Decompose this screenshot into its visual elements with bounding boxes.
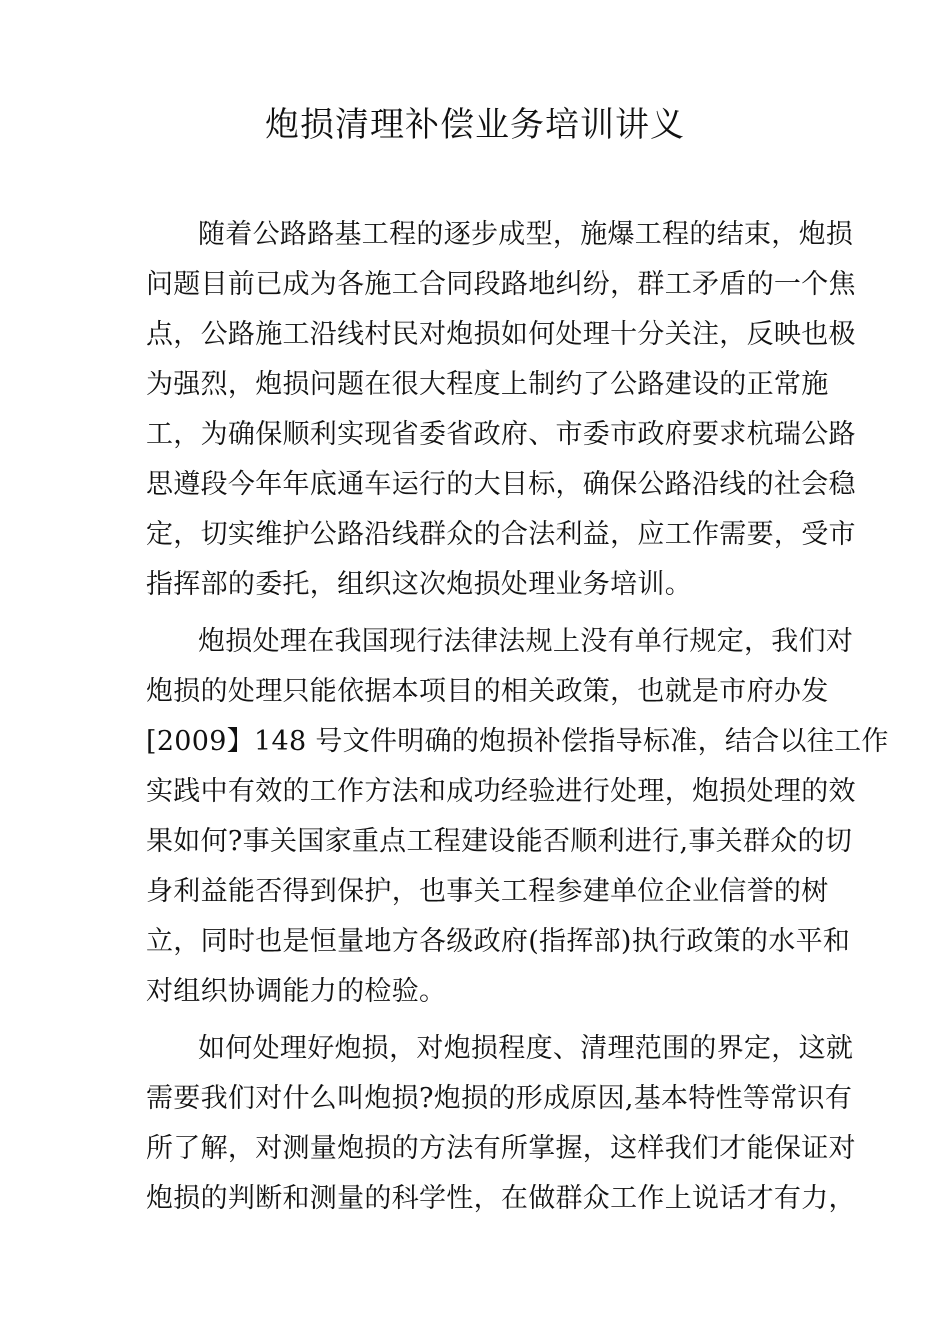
- paragraph-line: 炮损处理在我国现行法律法规上没有单行规定，我们对: [198, 626, 854, 657]
- paragraph-line: 需要我们对什么叫炮损?炮损的形成原因,基本特性等常识有: [146, 1083, 853, 1114]
- paragraph-line: 随着公路路基工程的逐步成型，施爆工程的结束，炮损: [198, 219, 854, 250]
- paragraph-line: 思遵段今年年底通车运行的大目标，确保公路沿线的社会稳: [146, 469, 856, 500]
- document-body: [146, 210, 889, 1224]
- paragraph-line: 为强烈，炮损问题在很大程度上制约了公路建设的正常施: [146, 369, 829, 400]
- paragraph-line: 指挥部的委托，组织这次炮损处理业务培训。: [146, 569, 692, 600]
- paragraph-line: 点，公路施工沿线村民对炮损如何处理十分关注，反映也极: [146, 319, 856, 350]
- document-title: 炮损清理补偿业务培训讲义: [265, 105, 685, 145]
- paragraph-1: [146, 210, 856, 610]
- paragraph-line: 立，同时也是恒量地方各级政府(指挥部)执行政策的水平和: [146, 926, 851, 957]
- paragraph-line: [2009】148 号文件明确的炮损补偿指导标准，结合以往工作: [146, 726, 889, 757]
- paragraph-line: 炮损的判断和测量的科学性，在做群众工作上说话才有力，: [146, 1183, 856, 1214]
- paragraph-line: 实践中有效的工作方法和成功经验进行处理，炮损处理的效: [146, 776, 856, 807]
- paragraph-line: 对组织协调能力的检验。: [146, 976, 447, 1007]
- paragraph-line: 定，切实维护公路沿线群众的合法利益，应工作需要，受市: [146, 519, 856, 550]
- paragraph-3: [146, 1024, 856, 1224]
- paragraph-line: 炮损的处理只能依据本项目的相关政策，也就是市府办发: [146, 676, 829, 707]
- paragraph-line: 身利益能否得到保护，也事关工程参建单位企业信誉的树: [146, 876, 829, 907]
- paragraph-2: [146, 617, 889, 1017]
- paragraph-line: 所了解，对测量炮损的方法有所掌握，这样我们才能保证对: [146, 1133, 856, 1164]
- paragraph-line: 果如何?事关国家重点工程建设能否顺利进行,事关群众的切: [146, 826, 853, 857]
- paragraph-line: 问题目前已成为各施工合同段路地纠纷，群工矛盾的一个焦: [146, 269, 856, 300]
- paragraph-line: 工，为确保顺利实现省委省政府、市委市政府要求杭瑞公路: [146, 419, 856, 450]
- paragraph-line: 如何处理好炮损，对炮损程度、清理范围的界定，这就: [198, 1033, 854, 1064]
